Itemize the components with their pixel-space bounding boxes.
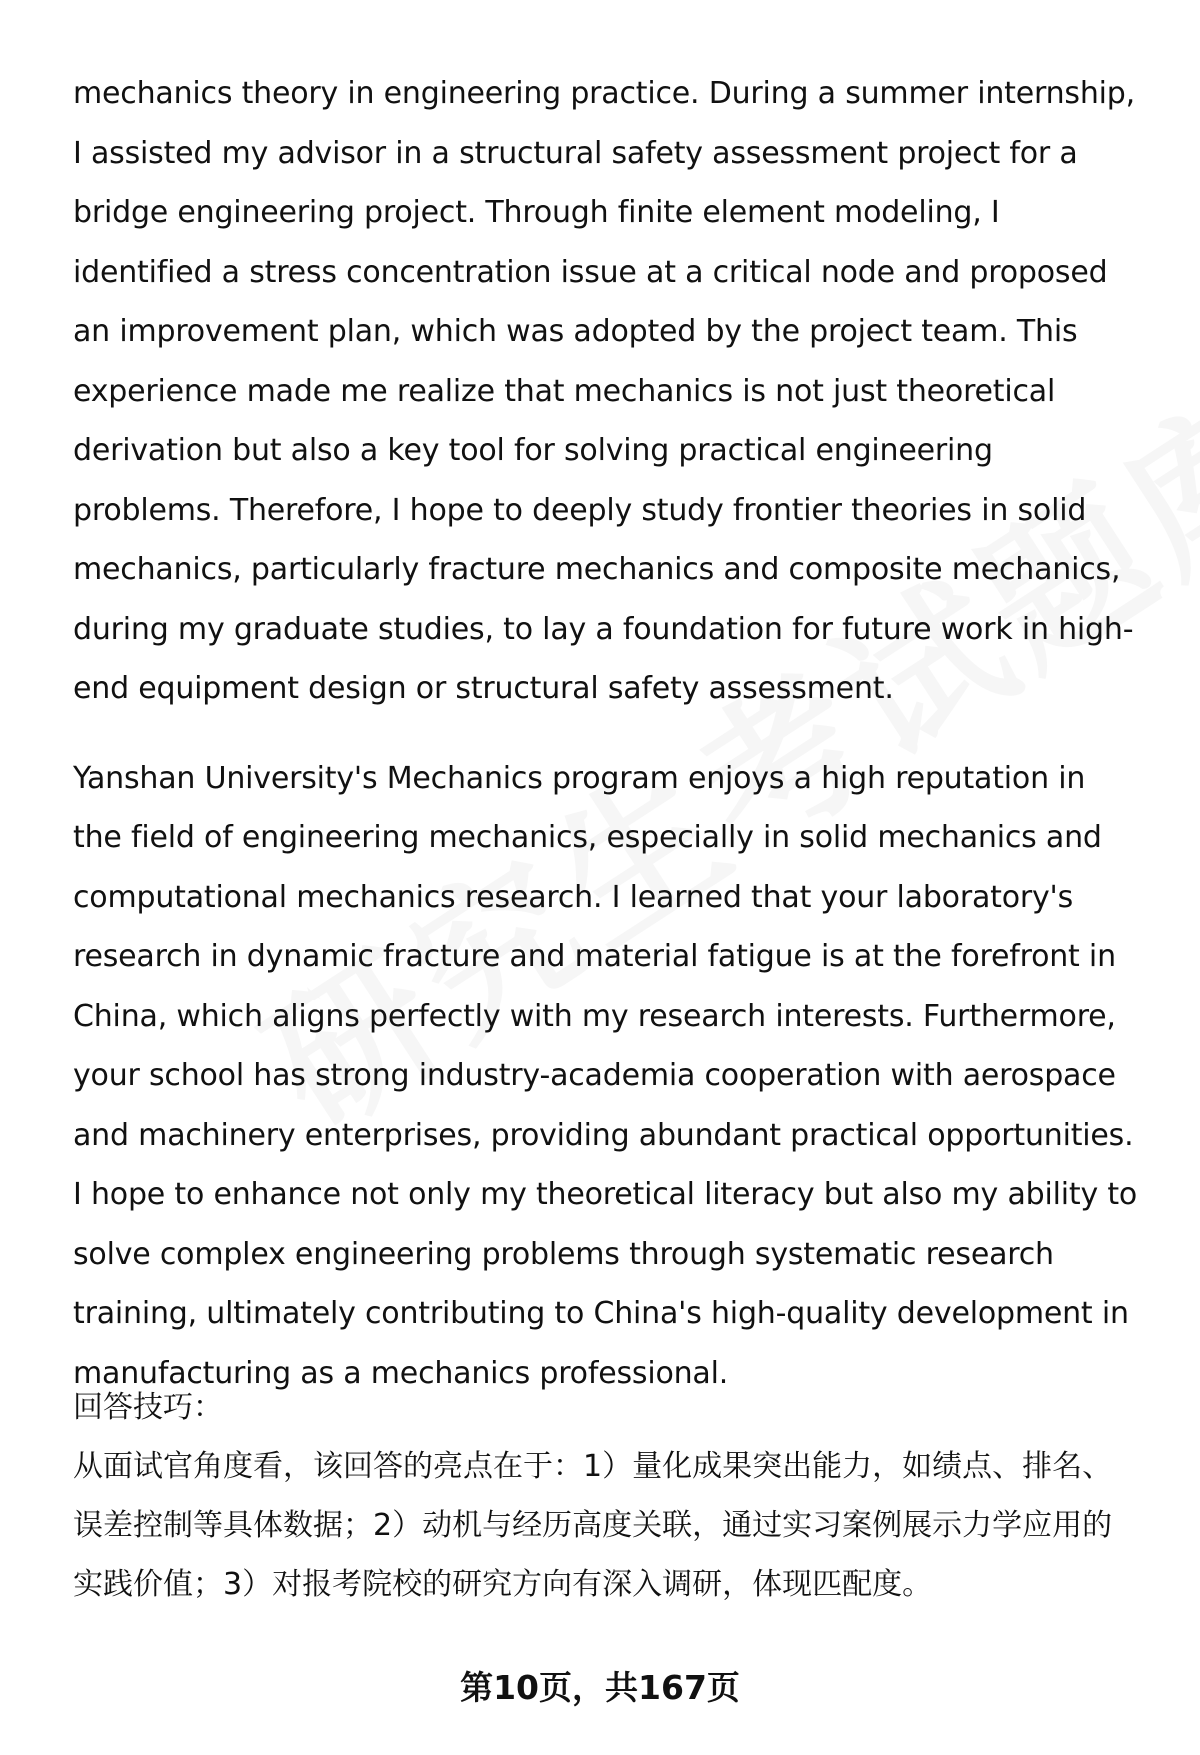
tips-heading: 回答技巧：	[73, 1390, 223, 1425]
page-number: 第10页，共167页	[460, 1668, 740, 1707]
tips-text: 从面试官角度看，该回答的亮点在于：1）量化成果突出能力，如绩点、排名、误差控制等具体数据；2）动机与经历高度关联，通过实习案例展示力学应用的实践价值；3）对报考院校的研究方向有深入调研，体现匹配度。	[73, 1449, 1113, 1602]
paragraph-motivation: mechanics theory in engineering practice. During a summer internship, I assisted my advisor in a structural safety assessment project for a bridge engineering project. Through finite element modeling, I identified a stress concentration issue at a critical node and proposed an improvement plan, which was adopted by the project team. This experience made me realize that mechanics is not just theoretical derivation but also a key tool for solving practical engineering problems. Therefore, I hope to deeply study frontier theories in solid mechanics, particularly fracture mechanics and composite mechanics, during my graduate studies, to lay a foundation for future work in high-end equipment design or structural safety assessment.	[73, 76, 1135, 706]
paragraph-school-choice: Yanshan University's Mechanics program enjoys a high reputation in the field of engineering mechanics, especially in solid mechanics and computational mechanics research. I learned that your laboratory's research in dynamic fracture and material fatigue is at the forefront in China, which aligns perfectly with my research interests. Furthermore, your school has strong industry-academia cooperation with aerospace and machinery enterprises, providing abundant practical opportunities. I hope to enhance not only my theoretical literacy but also my ability to solve complex engineering problems through systematic research training, ultimately contributing to China's high-quality development in manufacturing as a mechanics professional.	[73, 760, 1138, 1391]
answer-tips-section	[73, 1378, 1141, 1614]
answer-body	[73, 64, 1141, 1403]
paragraph-spacer	[73, 719, 1141, 749]
